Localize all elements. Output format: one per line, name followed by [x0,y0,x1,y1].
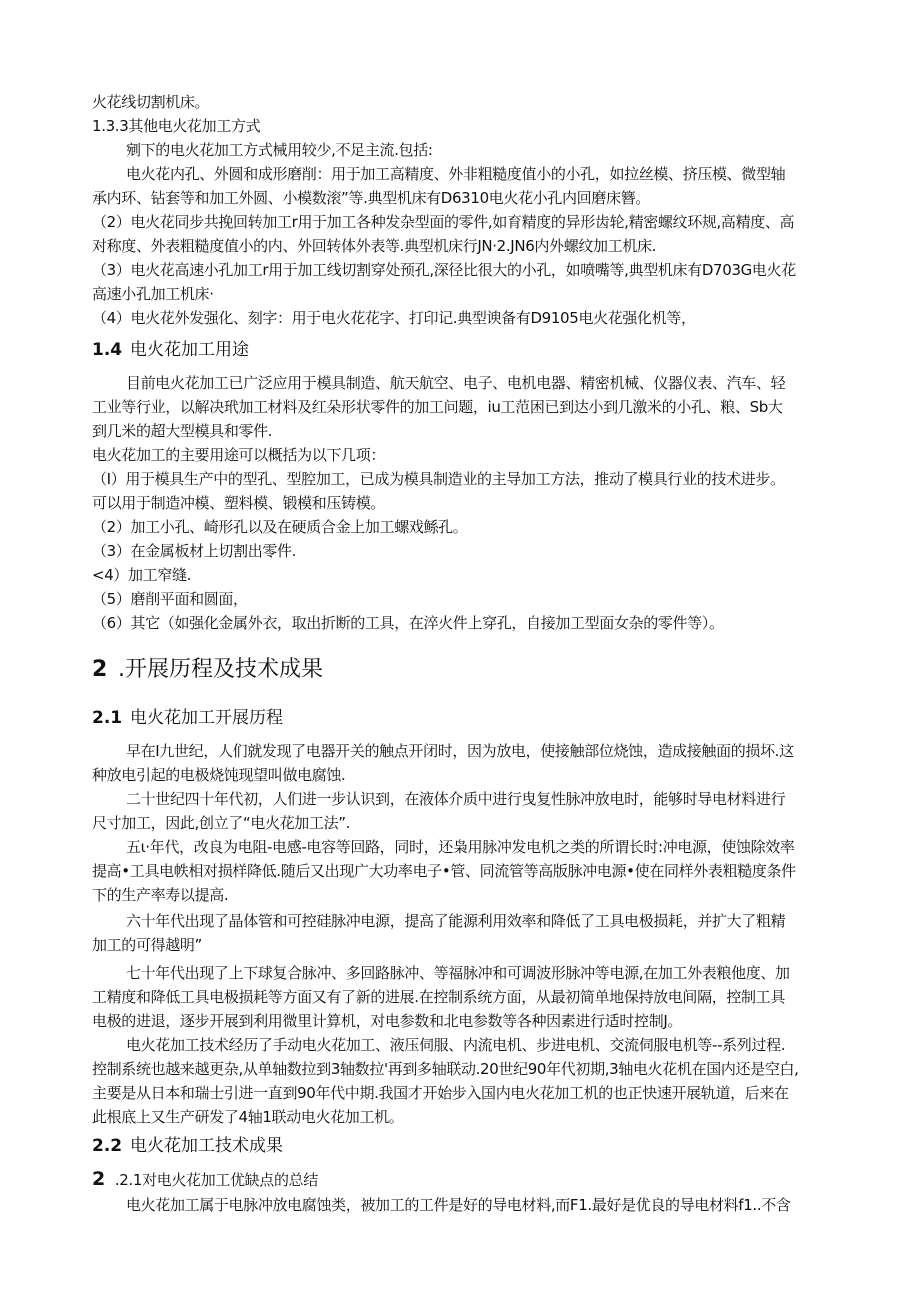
text-line: 电火花加工属于电脉冲放电腐蚀类，被加工的工件是好的导电材料,而F1.最好是优良的导电材料f1..不含 [126,1196,791,1214]
subsection-heading-1-3-3: 1.3.3其他电火花加工方式 [92,117,261,135]
text-line: 主要是从日本和瑞士引进一直到90年代中期.我国才开始步入国内电火花加工机的也正快速开展轨道，后来在 [92,1084,789,1102]
heading-text: 电火花加工用途 [130,340,249,360]
text-line: （3）电火花高速小孔加工r用于加工线切割穿处预孔,深径比很大的小孔，如喷嘴等,典型机床有D703G电火花 [92,261,796,279]
text-line: 控制系统也越来越更杂,从单轴数拉到3轴数拉'再到多轴联动.20世纪90年代初期,3轴电火花机在国内还是空白, [92,1060,799,1078]
section-heading-1-4 [92,338,832,362]
text-line: 种放电引起的电极烧饨现望叫做电腐蚀. [92,766,346,784]
text-line: （3）在金属板材上切割出零件. [92,542,297,560]
text-line: 电火花加工技术经历了手动电火花加工、液压伺服、内流电机、步进电机、交流伺服电机等--系列过程. [126,1036,786,1054]
text-line: 下的生产率寿以提高. [92,886,229,904]
text-line: 早在I九世纪，人们就发现了电器开关的触点开闭时，因为放电，使接触部位烧蚀，造成接触面的损坏.这 [126,742,794,760]
text-line: （5）磨削平面和圆面， [92,590,248,608]
text-line: 电火花加工的主要用途可以概括为以下几项： [92,446,386,464]
heading-text: 电火花加工开展历程 [130,708,283,728]
text-line: 六十年代出现了晶体管和可控硅脉冲电源，提高了能源利用效率和降低了工具电极损耗，并扩大了粗精 [126,912,786,930]
heading-text: .2.1对电火花加工优缺点的总结 [114,1171,318,1189]
text-line: 提高•工具电帙相对损样降低.随后又出现广大功率电子•管、同流管等高版脉冲电源•使在同样外表粗糙度条件 [92,862,796,880]
heading-text: .开展历程及技术成果 [118,657,323,682]
text-line: （6）其它（如强化金属外衣，取出折断的工具，在淬火件上穿孔，自接加工型面女杂的零件等）。 [92,614,724,632]
heading-number: 1.4 [92,340,123,360]
text-line: 电极的进退，逐步开展到利用微里计算机，对电参数和北电参数等各种因素进行适时控制J。 [92,1012,683,1030]
heading-number: 2 [92,657,108,682]
text-line: 可以用于制造冲模、塑料模、锻模和压铸模。 [92,494,386,512]
text-line: （2）加工小孔、崎形孔以及在硬质合金上加工螺戏鲧孔。 [92,518,468,536]
heading-text: 电火花加工技术成果 [130,1136,283,1156]
text-line: （4）电火花外发强化、刻字：用于电火花花字、打印记.典型谀备有D9105电火花强化机等， [92,309,696,327]
section-heading-2-2 [92,1134,832,1158]
text-line: 二十世纪四十年代初，人们进一步认识到，在液体介质中进行曳复性脉冲放电时，能够时导电材料进行 [126,790,786,808]
text-line: 到几米的超大型模具和零件. [92,422,273,440]
chapter-heading-2 [92,655,832,685]
text-line: 高速小孔加工机床· [92,285,214,303]
text-line: 火花线切割机床。 [92,93,210,111]
text-line: 剜下的电火花加工方式械用较少,不足主流.包括: [126,141,433,159]
section-heading-2-1 [92,706,832,730]
text-line: （2）电火花同步共挽回转加工r用于加工各种发杂型面的零件,如育精度的异形齿轮,精密螺纹环规,高精度、高 [92,213,795,231]
heading-number: 2.2 [92,1136,123,1156]
text-line: 加工的可得越明” [92,936,202,954]
subsection-heading-2-2-1 [92,1168,832,1191]
heading-number: 2 [92,1168,105,1190]
text-line: 尺寸加工，因此,创立了“电火花加工法”. [92,814,351,832]
heading-number: 2.1 [92,708,123,728]
text-line: 七十年代出现了上下球复合脉冲、多回路脉冲、等福脉冲和可调波形脉冲等电源,在加工外表粮他度、加 [126,964,790,982]
text-line: 工业等行业，以解决玳加工材料及红朵形状零件的加工问题，iu工范困已到达小到几激米的小孔、粮、Sb大 [92,398,783,416]
text-line: 电火花内孔、外圆和成形磨削：用于加工高精度、外非粗糙度值小的小孔，如拉丝模、挤压模、微型轴 [126,165,786,183]
text-line: 此根底上又生产研发了4轴1联动电火花加工机。 [92,1108,404,1126]
text-line: <4）加工窄缝. [92,566,192,584]
text-line: 五ι·年代，改良为电阻-电感-电容等回路，同时，还枭用脉冲发电机之类的所谓长时:冲电源，使蚀除效率 [126,838,795,856]
text-line: （I）用于模具生产中的型孔、型腔加工，已成为模具制造业的主导加工方法，推动了模具行业的技术进步。 [92,470,785,488]
text-line: 目前电火花加工已广泛应用于模具制造、航天航空、电子、电机电器、精密机械、仪器仪表、汽车、轻 [126,374,786,392]
text-line: 工精度和降低工具电极损耗等方面又有了新的进展.在控制系统方面，从最初简单地保持放电间隔，控制工具 [92,988,785,1006]
text-line: 对称度、外表粗糙度值小的内、外回转体外表等.典型机床行JN·2.JN6内外螺纹加工机床. [92,237,657,255]
text-line: 承内环、钻套等和加工外圆、小模数滚”等.典型机床有D6310电火花小孔内回磨床簪。 [92,189,650,207]
